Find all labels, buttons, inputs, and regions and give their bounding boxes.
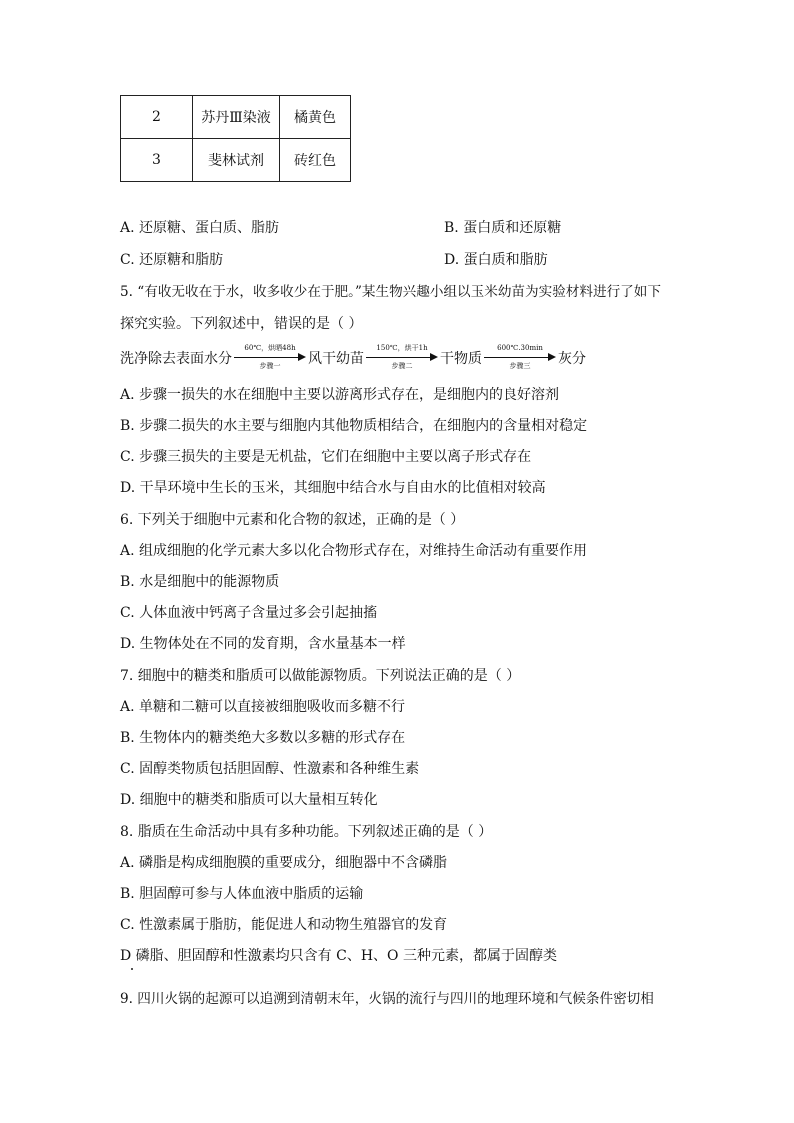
q8-option-b: B. 胆固醇可参与人体血液中脂质的运输 [120,886,364,902]
table-row [121,139,351,182]
q7-stem: 7. 细胞中的糖类和脂质可以做能源物质。下列说法正确的是（ ） [120,668,521,684]
q4-option-b: B. 蛋白质和还原糖 [444,220,562,236]
q8-stem: 8. 脂质在生命活动中具有多种功能。下列叙述正确的是（ ） [120,824,493,840]
arrow-shaft [234,357,300,358]
table-cell-color: 橘黄色 [280,96,351,139]
q5-option-d: D. 干旱环境中生长的玉米，其细胞中结合水与自由水的比值相对较高 [120,480,546,496]
q4-option-a: A. 还原糖、蛋白质、脂肪 [120,220,280,236]
flow-arrow-condition: 60℃，烘晒48h [244,344,296,352]
table-cell-color: 砖红色 [280,139,351,182]
q6-stem: 6. 下列关于细胞中元素和化合物的叙述，正确的是（ ） [120,512,465,528]
flow-term-dried-seedlings: 风干幼苗 [308,351,364,367]
q7-option-a: A. 单糖和二糖可以直接被细胞吸收而多糖不行 [120,699,406,715]
table-row [121,96,351,139]
q5-stem-line2: 探究实验。下列叙述中，错误的是（ ） [120,316,363,332]
q9-stem: 9. 四川火锅的起源可以追溯到清朝末年，火锅的流行与四川的地理环境和气候条件密切相 [120,991,654,1007]
q7-option-c: C. 固醇类物质包括胆固醇、性激素和各种维生素 [120,761,420,777]
arrow-shaft [484,357,550,358]
q6-option-a: A. 组成细胞的化学元素大多以化合物形式存在，对维持生命活动有重要作用 [120,543,588,559]
q6-option-c: C. 人体血液中钙离子含量过多会引起抽搐 [120,605,378,621]
table-cell-reagent: 苏丹Ⅲ染液 [193,96,280,139]
q6-option-d: D. 生物体处在不同的发育期，含水量基本一样 [120,636,406,652]
flow-arrow-step-label: 步骤一 [259,362,281,370]
table-cell-index: 2 [121,96,193,139]
q7-option-d: D. 细胞中的糖类和脂质可以大量相互转化 [120,792,378,808]
flow-arrow-step-label: 步骤二 [391,362,413,370]
arrow-head-icon [298,353,306,361]
stray-dot [131,968,133,970]
flow-arrow-condition: 600℃.30min [497,344,543,352]
flow-arrow-step-label: 步骤三 [509,362,531,370]
flow-term-washed-seedlings: 洗净除去表面水分 [120,351,232,367]
flow-arrow-condition: 150℃，烘干1h [376,344,428,352]
flow-term-dry-matter: 干物质 [440,351,482,367]
q4-option-d: D. 蛋白质和脂肪 [444,252,548,268]
q8-option-c: C. 性激素属于脂肪，能促进人和动物生殖器官的发育 [120,917,448,933]
table-cell-reagent: 斐林试剂 [193,139,280,182]
q8-option-a: A. 磷脂是构成细胞膜的重要成分，细胞器中不含磷脂 [120,855,448,871]
q5-stem-line1: 5. “有收无收在于水，收多收少在于肥。”某生物兴趣小组以玉米幼苗为实验材料进行了如下 [120,284,661,300]
q8-option-d: D 磷脂、胆固醇和性激素均只含有 C、H、O 三种元素，都属于固醇类 [120,948,557,964]
flow-arrow-step3 [484,344,556,370]
q5-option-a: A. 步骤一损失的水在细胞中主要以游离形式存在，是细胞内的良好溶剂 [120,387,560,403]
table-cell-index: 3 [121,139,193,182]
reagent-table [120,95,351,182]
flow-term-ash: 灰分 [558,351,586,367]
q7-option-b: B. 生物体内的糖类绝大多数以多糖的形式存在 [120,730,406,746]
flow-arrow-step2 [366,344,438,370]
q4-option-c: C. 还原糖和脂肪 [120,252,224,268]
arrow-head-icon [548,353,556,361]
arrow-shaft [366,357,432,358]
flow-arrow-step1 [234,344,306,370]
q6-option-b: B. 水是细胞中的能源物质 [120,574,280,590]
arrow-head-icon [430,353,438,361]
q5-option-b: B. 步骤二损失的水主要与细胞内其他物质相结合，在细胞内的含量相对稳定 [120,418,588,434]
q5-process-flow [120,344,586,370]
q5-option-c: C. 步骤三损失的主要是无机盐，它们在细胞中主要以离子形式存在 [120,449,532,465]
